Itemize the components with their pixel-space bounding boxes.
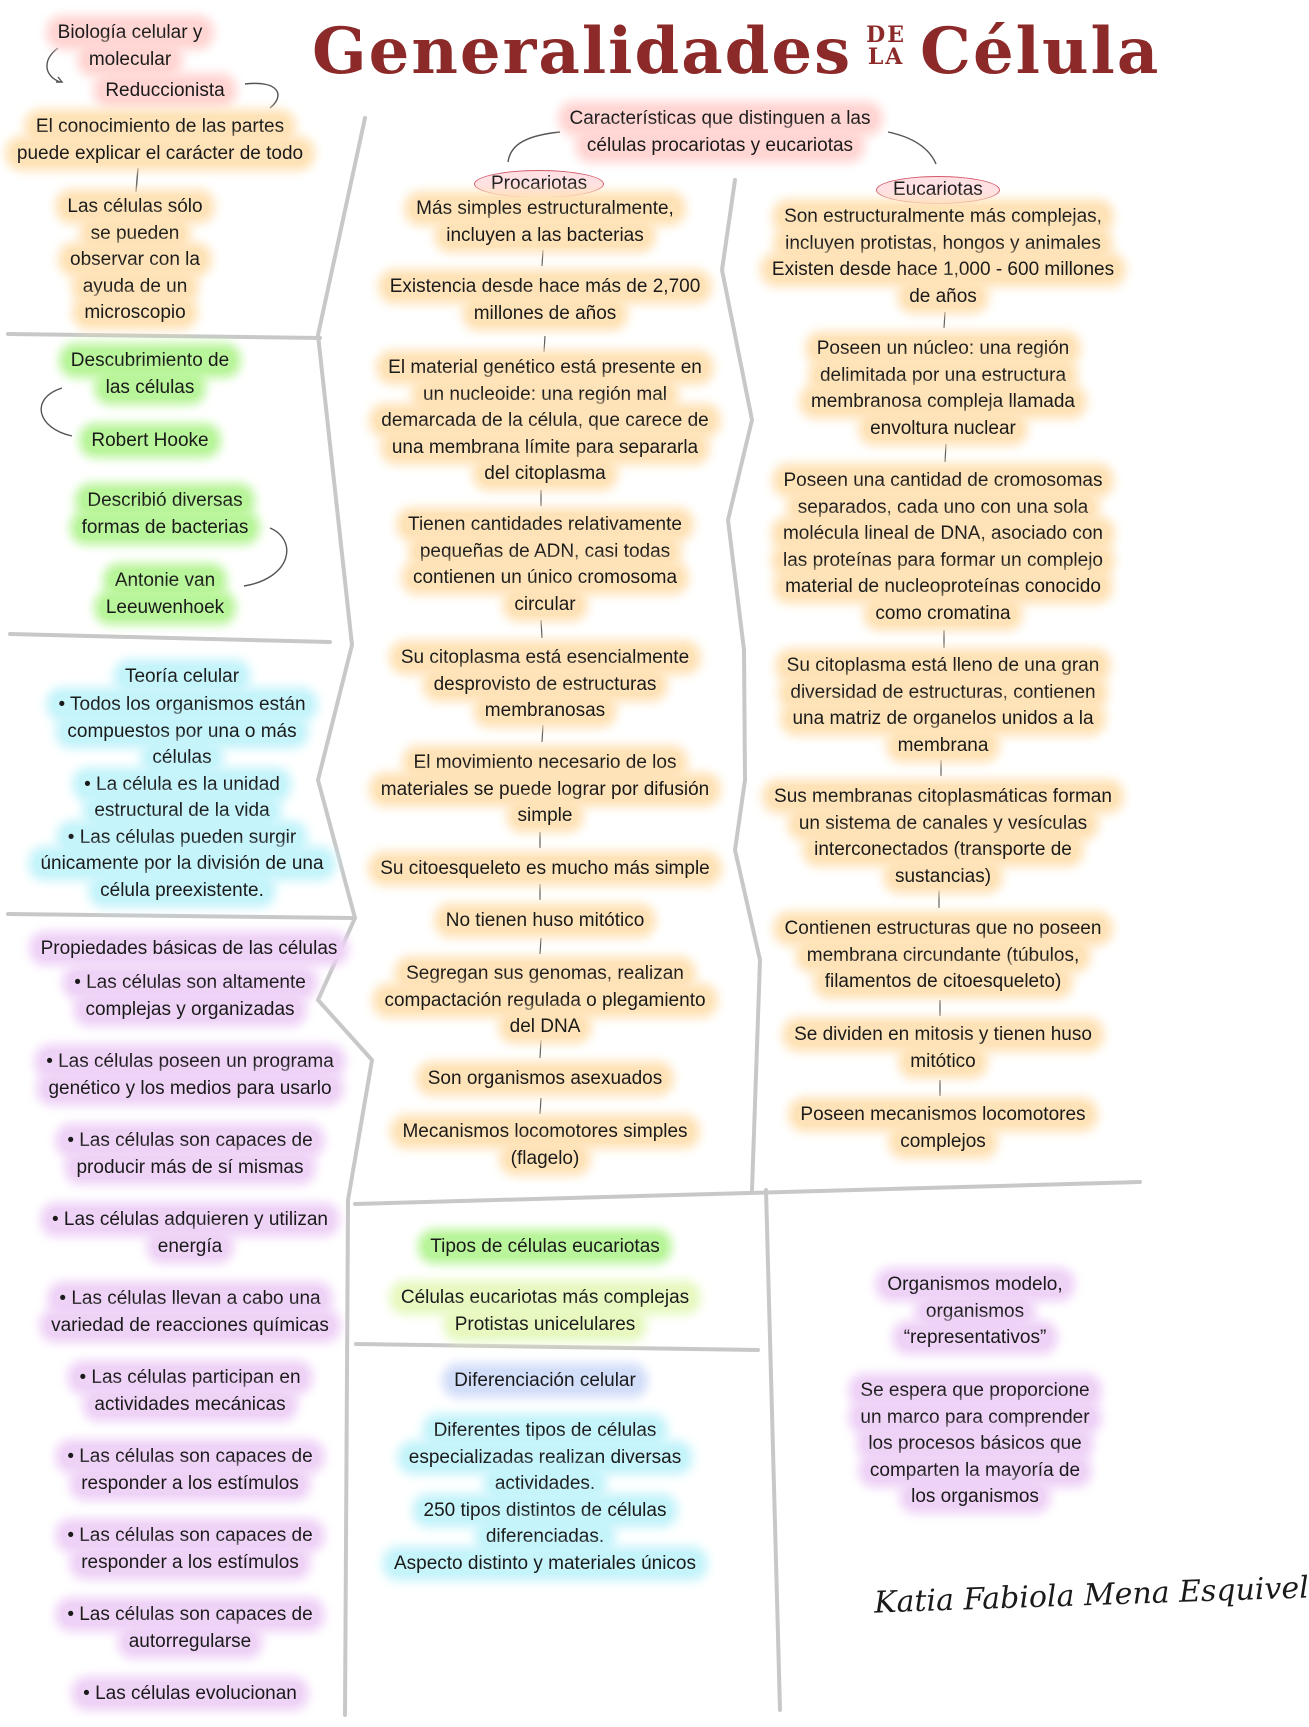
procariota-item: Su citoesqueleto es mucho más simple xyxy=(350,856,740,883)
diferenciacion-body: Diferentes tipos de células especializadas realizan diversas actividades. 250 tipos distintos de células diferenciadas. Aspecto distinto y materiales únicos xyxy=(360,1418,730,1577)
procariota-item: Son organismos asexuados xyxy=(350,1066,740,1093)
eucariota-item: Se dividen en mitosis y tienen huso mitótico xyxy=(748,1022,1138,1075)
tipos-eucariotas-title: Tipos de células eucariotas xyxy=(370,1234,720,1261)
title-de: DE xyxy=(866,22,907,48)
organismos-modelo-body: Se espera que proporcione un marco para comprender los procesos básicos que comparten la mayoría de los organismos xyxy=(820,1378,1130,1511)
eucariotas-label: Eucariotas xyxy=(876,176,1000,204)
microscopio-note: Las células sólo se pueden observar con la ayuda de un microscopio xyxy=(40,194,230,327)
leeuwenhoek-note: Antonie van Leeuwenhoek xyxy=(70,568,260,621)
title-word-celula: Célula xyxy=(920,14,1161,89)
propiedad-item: • Las células son capaces de autorregularse xyxy=(20,1602,360,1655)
tipos-eucariotas-body: Células eucariotas más complejas Protistas unicelulares xyxy=(370,1285,720,1338)
eucariota-item: Sus membranas citoplasmáticas forman un sistema de canales y vesículas interconectados (transporte de sustancias) xyxy=(748,784,1138,890)
propiedad-item: • Las células son capaces de responder a los estímulos xyxy=(20,1523,360,1576)
reduccionista-note: Reduccionista xyxy=(80,78,250,105)
procariota-item: El material genético está presente en un nucleoide: una región mal demarcada de la célula, que carece de una membrana límite para separarla del citoplasma xyxy=(350,355,740,488)
conocimiento-note: El conocimiento de las partes puede explicar el carácter de todo xyxy=(2,114,318,167)
procariota-item: Su citoplasma está esencialmente desprovisto de estructuras membranosas xyxy=(350,645,740,725)
title-de-la xyxy=(866,14,906,68)
teoria-celular-title: Teoría celular xyxy=(102,664,262,691)
procariota-item: Segregan sus genomas, realizan compactación regulada o plegamiento del DNA xyxy=(350,961,740,1041)
procariota-item: Mecanismos locomotores simples (flagelo) xyxy=(350,1119,740,1172)
propiedad-item: • Las células adquieren y utilizan energía xyxy=(20,1207,360,1260)
propiedad-item: • Las células poseen un programa genético y los medios para usarlo xyxy=(20,1049,360,1102)
procariota-item: El movimiento necesario de los materiales se puede lograr por difusión simple xyxy=(350,750,740,830)
propiedades-title: Propiedades básicas de las células xyxy=(14,936,364,963)
propiedad-item: • Las células evolucionan xyxy=(20,1681,360,1708)
propiedad-item: • Las células participan en actividades mecánicas xyxy=(20,1365,360,1418)
diferenciacion-title: Diferenciación celular xyxy=(380,1368,710,1395)
propiedad-item: • Las células son capaces de producir más de sí mismas xyxy=(20,1128,360,1181)
author-signature: Katia Fabiola Mena Esquivel xyxy=(873,1570,1309,1621)
biologia-celular-note: Biología celular y molecular xyxy=(30,20,230,73)
descubrimiento-note: Descubrimiento de las células xyxy=(40,348,260,401)
title-word-generalidades: Generalidades xyxy=(312,14,853,89)
eucariota-item: Poseen mecanismos locomotores complejos xyxy=(748,1102,1138,1155)
eucariota-item: Su citoplasma está lleno de una gran diversidad de estructuras, contienen una matriz de organelos unidos a la membrana xyxy=(748,653,1138,759)
describio-note: Describió diversas formas de bacterias xyxy=(60,488,270,541)
eucariota-item: Son estructuralmente más complejas, incluyen protistas, hongos y animales Existen desde hace 1,000 - 600 millones de años xyxy=(748,204,1138,310)
page-title xyxy=(312,14,1160,89)
procariota-item: No tienen huso mitótico xyxy=(350,908,740,935)
eucariota-item: Contienen estructuras que no poseen membrana circundante (túbulos, filamentos de citoesqueleto) xyxy=(748,916,1138,996)
robert-hooke-note: Robert Hooke xyxy=(70,428,230,455)
procariota-item: Existencia desde hace más de 2,700 millones de años xyxy=(350,274,740,327)
procariota-item: Tienen cantidades relativamente pequeñas de ADN, casi todas contienen un único cromosoma circular xyxy=(350,512,740,618)
eucariota-item: Poseen una cantidad de cromosomas separados, cada uno con una sola molécula lineal de DNA, asociado con las proteínas para formar un complejo material de nucleoproteínas conocido como cromatina xyxy=(748,468,1138,627)
propiedad-item: • Las células llevan a cabo una variedad de reacciones químicas xyxy=(20,1286,360,1339)
procariota-item: Más simples estructuralmente, incluyen a las bacterias xyxy=(350,196,740,249)
title-la: LA xyxy=(867,44,905,70)
eucariota-item: Poseen un núcleo: una región delimitada por una estructura membranosa compleja llamada envoltura nuclear xyxy=(748,336,1138,442)
propiedad-item: • Las células son altamente complejas y organizadas xyxy=(20,970,360,1023)
procariotas-label: Procariotas xyxy=(474,170,604,198)
propiedad-item: • Las células son capaces de responder a los estímulos xyxy=(20,1444,360,1497)
teoria-celular-body: • Todos los organismos están compuestos por una o más células • La célula es la unidad estructural de la vida • Las células pueden surgir únicamente por la división de una célula preexistente. xyxy=(12,692,352,904)
caracteristicas-header: Características que distinguen a las células procariotas y eucariotas xyxy=(520,106,920,159)
organismos-modelo-title: Organismos modelo, organismos “representativos” xyxy=(830,1272,1120,1352)
